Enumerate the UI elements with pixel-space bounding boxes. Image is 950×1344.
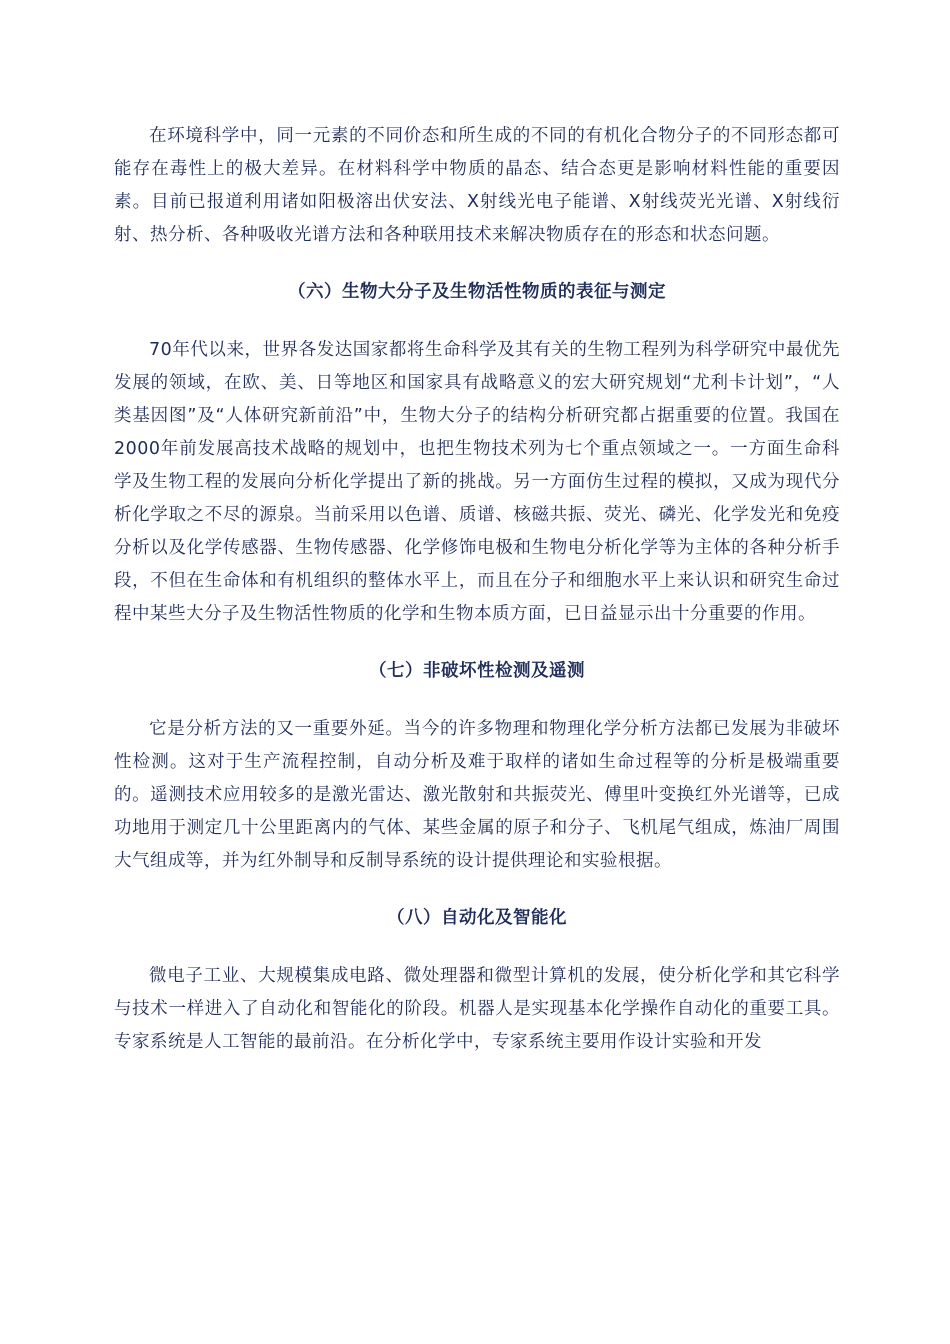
section-heading-8: （八）自动化及智能化 <box>387 908 567 928</box>
document-page <box>114 120 840 1059</box>
paragraph-environmental-material-speciation: 在环境科学中，同一元素的不同价态和所生成的不同的有机化合物分子的不同形态都可能存在毒性上的极大差异。在材料科学中物质的晶态、结合态更是影响材料性能的重要因素。目前已报道利用诸如阳极溶出伏安法、X射线光电子能谱、X射线荧光光谱、X射线衍射、热分析、各种吸收光谱方法和各种联用技术来解决物质存在的形态和状态问题。 <box>114 126 840 245</box>
section-heading-7: （七）非破坏性检测及遥测 <box>369 661 585 681</box>
section-heading-6: （六）生物大分子及生物活性物质的表征与测定 <box>288 282 666 302</box>
paragraph-automation-intelligence: 微电子工业、大规模集成电路、微处理器和微型计算机的发展，使分析化学和其它科学与技术一样进入了自动化和智能化的阶段。机器人是实现基本化学操作自动化的重要工具。专家系统是人工智能的最前沿。在分析化学中，专家系统主要用作设计实验和开发 <box>114 966 840 1052</box>
paragraph-biomacromolecules: 70年代以来，世界各发达国家都将生命科学及其有关的生物工程列为科学研究中最优先发展的领域，在欧、美、日等地区和国家具有战略意义的宏大研究规划“尤利卡计划”，“人类基因图”及“人体研究新前沿”中，生物大分子的结构分析研究都占据重要的位置。我国在2000年前发展高技术战略的规划中，也把生物技术列为七个重点领域之一。一方面生命科学及生物工程的发展向分析化学提出了新的挑战。另一方面仿生过程的模拟，又成为现代分析化学取之不尽的源泉。当前采用以色谱、质谱、核磁共振、荧光、磷光、化学发光和免疫分析以及化学传感器、生物传感器、化学修饰电极和生物电分析化学等为主体的各种分析手段，不但在生命体和有机组织的整体水平上，而且在分子和细胞水平上来认识和研究生命过程中某些大分子及生物活性物质的化学和生物本质方面，已日益显示出十分重要的作用。 <box>114 340 840 624</box>
paragraph-nondestructive-remote-sensing: 它是分析方法的又一重要外延。当今的许多物理和物理化学分析方法都已发展为非破坏性检测。这对于生产流程控制，自动分析及难于取样的诸如生命过程等的分析是极端重要的。遥测技术应用较多的是激光雷达、激光散射和共振荧光、傅里叶变换红外光谱等，已成功地用于测定几十公里距离内的气体、某些金属的原子和分子、飞机尾气组成，炼油厂周围大气组成等，并为红外制导和反制导系统的设计提供理论和实验根据。 <box>114 719 840 871</box>
